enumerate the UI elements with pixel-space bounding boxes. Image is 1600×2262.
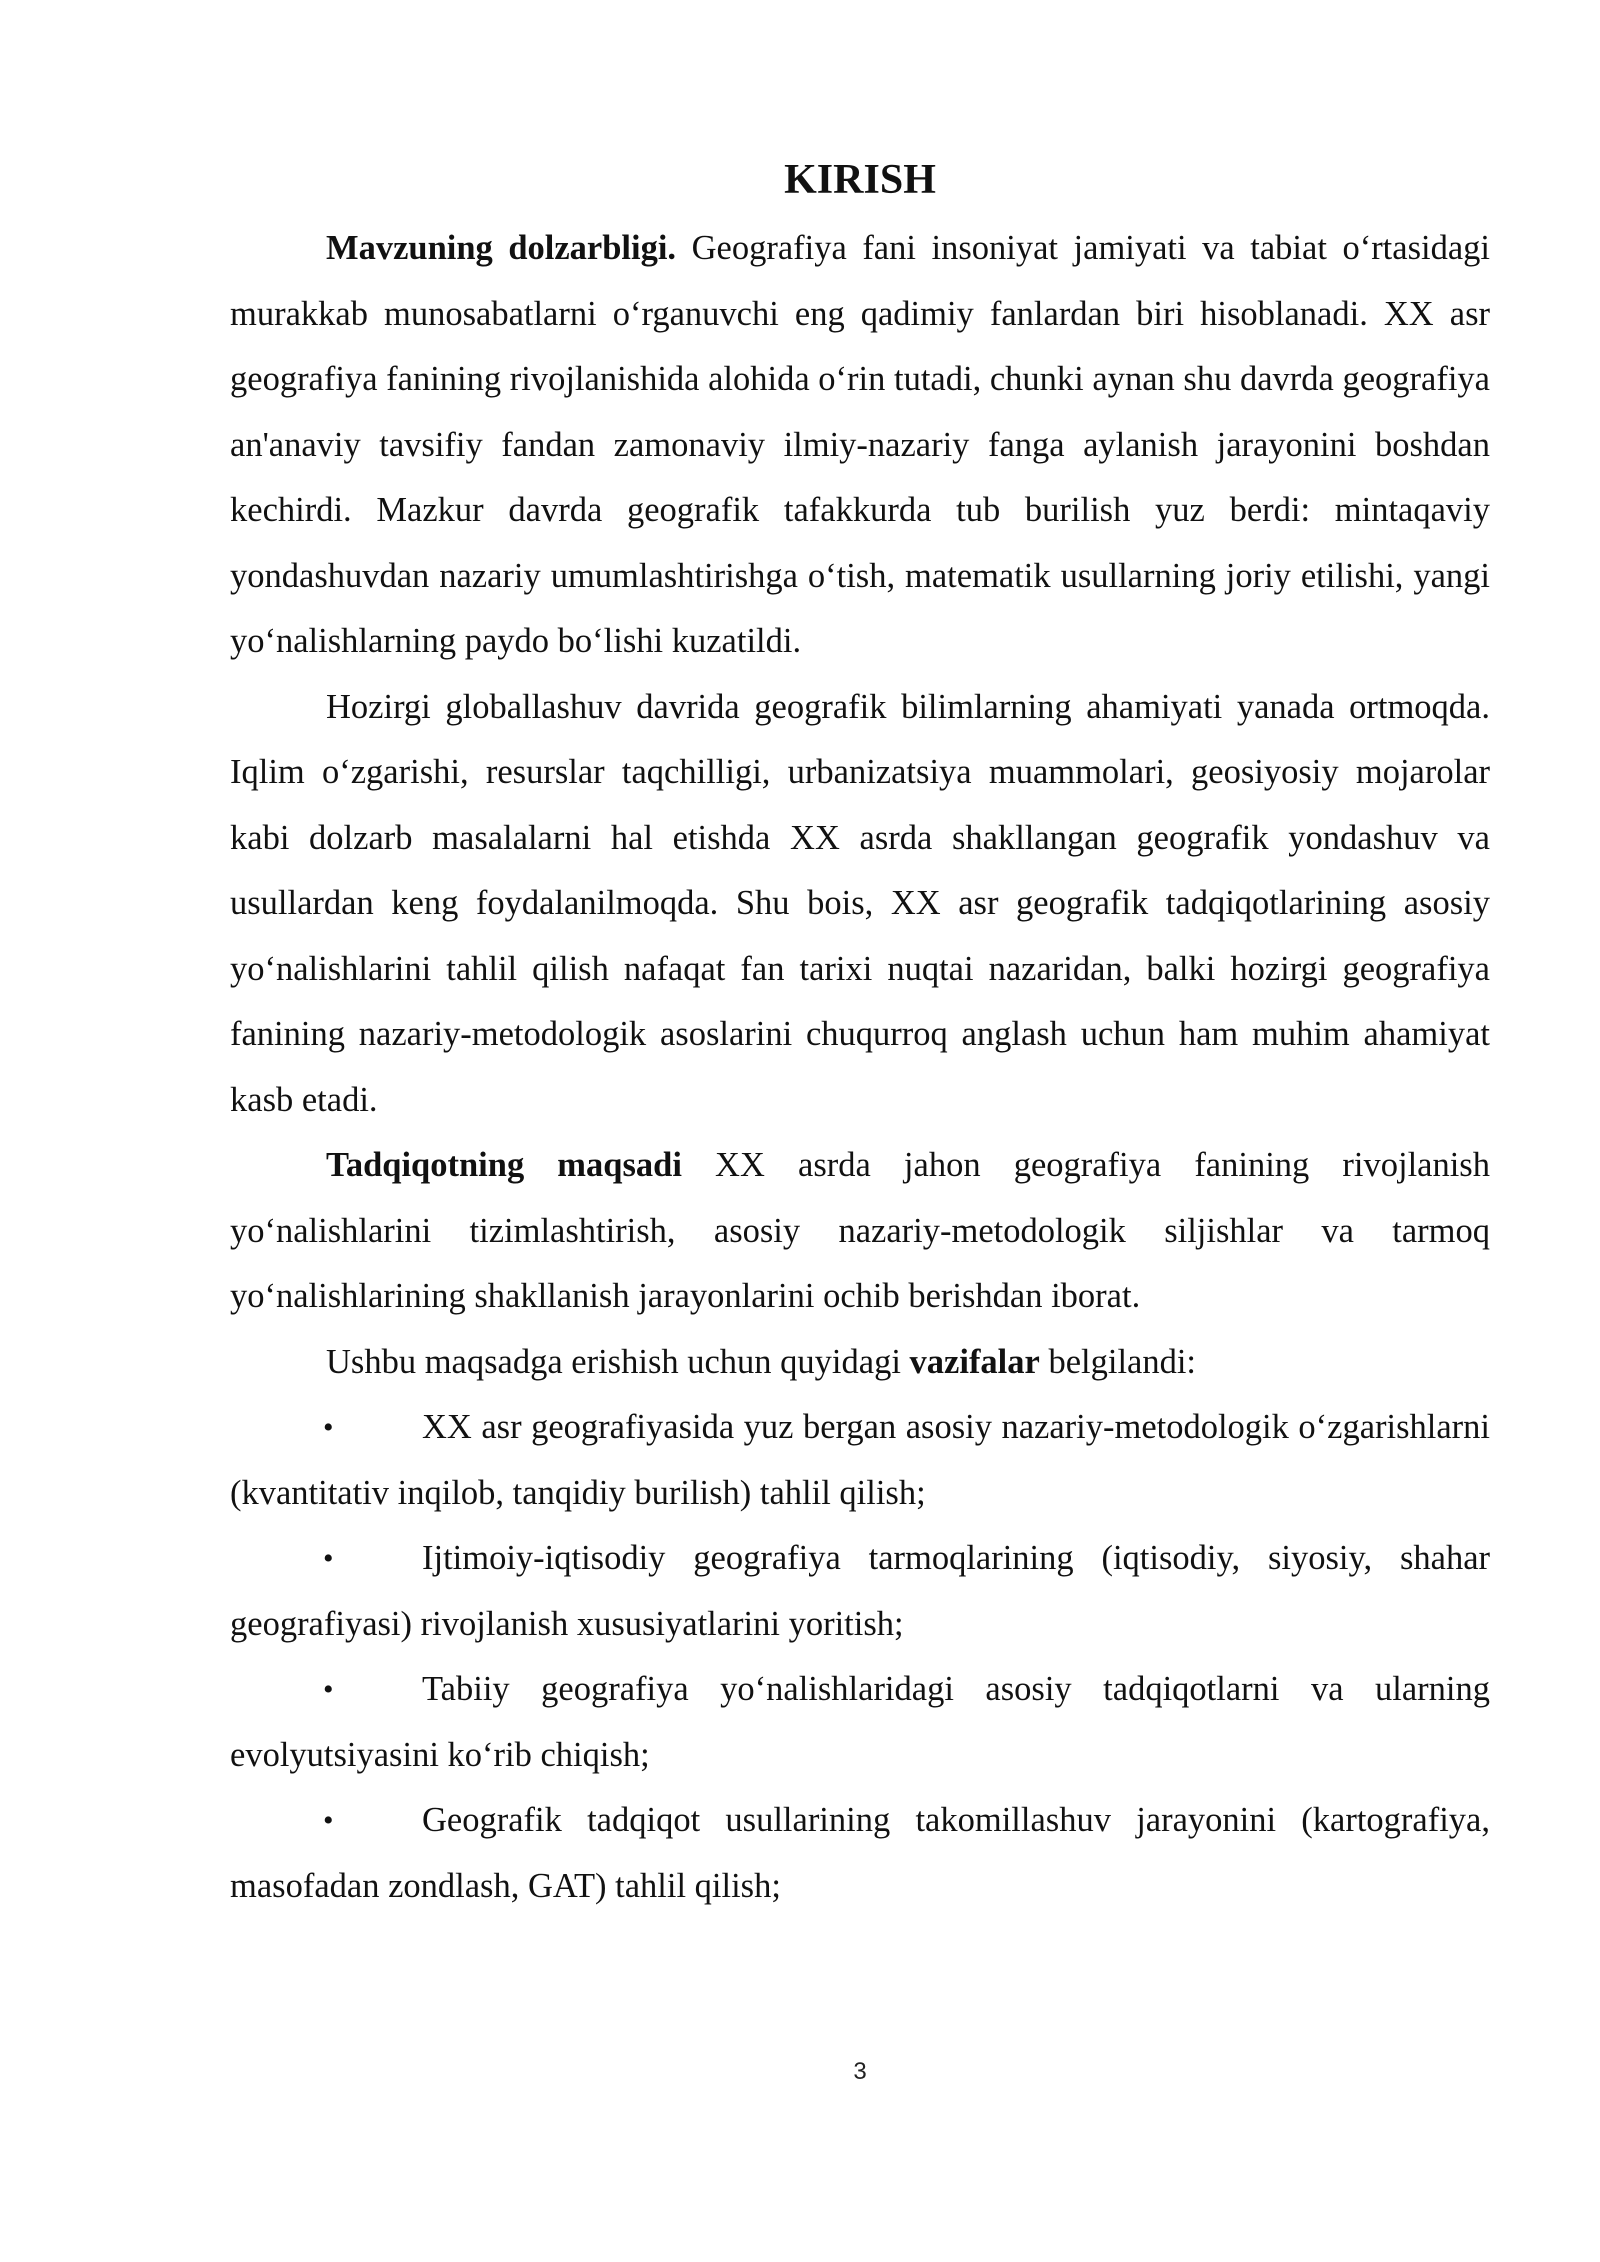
bullet-icon: • [323, 1542, 334, 1575]
page-number: 3 [853, 2058, 867, 2085]
list-item [230, 1395, 1490, 1526]
list-item-text: Geografik tadqiqot usullarining takomillashuv jarayonini (kartografiya, masofadan zondlash, GAT) tahlil qilish; [230, 1801, 1490, 1905]
list-item [230, 1788, 1490, 1919]
list-item-text: Ijtimoiy-iqtisodiy geografiya tarmoqlarining (iqtisodiy, siyosiy, shahar geografiyasi) rivojlanish xususiyatlarini yoritish; [230, 1539, 1490, 1643]
bullet-icon: • [323, 1804, 334, 1837]
document-page [230, 150, 1490, 1919]
paragraph-tasks-intro [230, 1330, 1490, 1396]
bullet-icon: • [323, 1411, 334, 1444]
goal-text: XX asrda jahon geografiya fanining rivojlanish yo‘nalishlarini tizimlashtirish, asosiy nazariy-metodologik siljishlar va tarmoq yo‘nalishlarining shakllanish jarayonlarini ochib berishdan iborat. [230, 1146, 1490, 1315]
tasks-intro-bold: vazifalar [909, 1342, 1040, 1381]
goal-heading: Tadqiqotning maqsadi [326, 1146, 682, 1184]
paragraph-relevance [230, 216, 1490, 675]
page-title: KIRISH [784, 157, 936, 203]
globalization-text: Hozirgi globallashuv davrida geografik bilimlarning ahamiyati yanada ortmoqda. Iqlim o‘zgarishi, resurslar taqchilligi, urbanizatsiya muammolari, geosiyosiy mojarolar kabi dolzarb masalalarni hal etishda XX asrda shakllangan geografik yondashuv va usullardan keng foydalanilmoqda. Shu bois, XX asr geografik tadqiqotlarining asosiy yo‘nalishlarini tahlil qilish nafaqat fan tarixi nuqtai nazaridan, balki hozirgi geografiya fanining nazariy-metodologik asoslarini chuqurroq anglash uchun ham muhim ahamiyat kasb etadi. [230, 687, 1490, 1119]
bullet-icon: • [323, 1673, 334, 1706]
list-item [230, 1526, 1490, 1657]
paragraph-globalization [230, 675, 1490, 1134]
paragraph-goal [230, 1133, 1490, 1330]
list-item-text: XX asr geografiyasida yuz bergan asosiy nazariy-metodologik o‘zgarishlarni (kvantitativ inqilob, tanqidiy burilish) tahlil qilish; [230, 1408, 1490, 1512]
list-item [230, 1657, 1490, 1788]
relevance-text: Geografiya fani insoniyat jamiyati va tabiat o‘rtasidagi murakkab munosabatlarni o‘rganuvchi eng qadimiy fanlardan biri hisoblanadi. XX asr geografiya fanining rivojlanishida alohida o‘rin tutadi, chunki aynan shu davrda geografiya an'anaviy tavsifiy fandan zamonaviy ilmiy-nazariy fanga aylanish jarayonini boshdan kechirdi. Mazkur davrda geografik tafakkurda tub burilish yuz berdi: mintaqaviy yondashuvdan nazariy umumlashtirishga o‘tish, matematik usullarning joriy etilishi, yangi yo‘nalishlarning paydo bo‘lishi kuzatildi. [230, 229, 1490, 660]
tasks-intro-after: belgilandi: [1039, 1342, 1197, 1381]
relevance-heading: Mavzuning dolzarbligi. [326, 229, 677, 267]
tasks-intro-before: Ushbu maqsadga erishish uchun quyidagi [326, 1342, 910, 1381]
list-item-text: Tabiiy geografiya yo‘nalishlaridagi asosiy tadqiqotlarni va ularning evolyutsiyasini ko‘rib chiqish; [230, 1670, 1490, 1774]
